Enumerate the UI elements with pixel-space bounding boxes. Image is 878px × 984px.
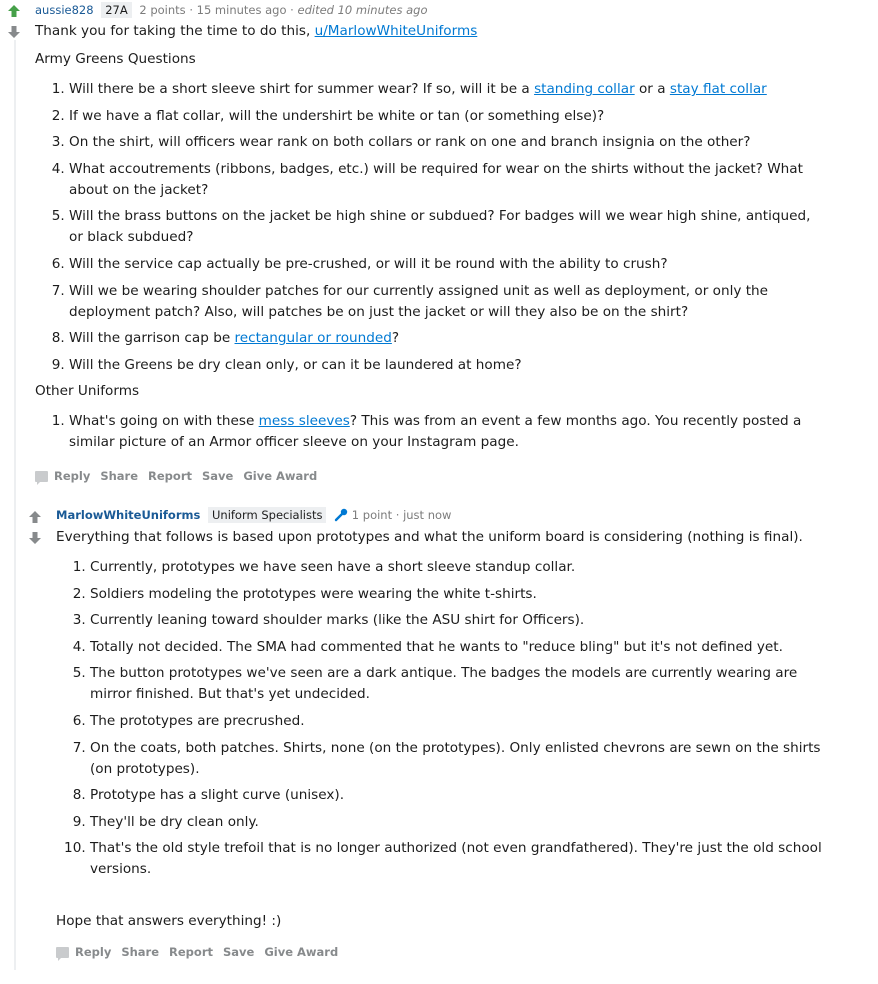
comment-icon xyxy=(56,947,69,958)
list-item: 4. What accoutrements (ribbons, badges, etc.) will be required for wear on the shirts without the jacket? What about on the jacket? xyxy=(69,159,825,201)
report-button[interactable]: Report xyxy=(169,945,213,959)
list-item: 7. Will we be wearing shoulder patches for our currently assigned unit as well as deployment, or only the deployment patch? Also, will patches be on just the jacket or will they also be on the shirt? xyxy=(69,281,825,323)
list-item: 1. Will there be a short sleeve shirt for summer wear? If so, will it be a standing collar or a stay flat collar xyxy=(69,79,825,100)
report-button[interactable]: Report xyxy=(148,469,192,483)
list-item: 8. Will the garrison cap be rectangular or rounded? xyxy=(69,328,825,349)
list-item: 8. Prototype has a slight curve (unisex). xyxy=(90,785,826,806)
username[interactable]: aussie828 xyxy=(35,3,94,17)
answer-list xyxy=(56,557,826,880)
comment-actions xyxy=(35,469,317,483)
give-award-button[interactable]: Give Award xyxy=(264,945,339,959)
list-item: 1. What's going on with these mess sleeves? This was from an event a few months ago. You recently posted a similar picture of an Armor officer sleeve on your Instagram page. xyxy=(69,411,825,453)
intro-text: Thank you for taking the time to do this, xyxy=(35,23,315,39)
list-item: 5. The button prototypes we've seen are a dark antique. The badges the models are currently wearing are mirror finished. But that's yet undecided. xyxy=(90,663,826,705)
user-flair: 27A xyxy=(101,2,132,18)
user-link[interactable]: u/MarlowWhiteUniforms xyxy=(314,23,478,39)
comment-body xyxy=(56,527,826,932)
list-item: 3. On the shirt, will officers wear rank on both collars or rank on one and branch insignia on the other? xyxy=(69,132,825,153)
save-button[interactable]: Save xyxy=(223,945,255,959)
list-item: 2. Soldiers modeling the prototypes were wearing the white t-shirts. xyxy=(90,584,826,605)
timestamp[interactable]: just now xyxy=(403,508,452,522)
list-item: 9. They'll be dry clean only. xyxy=(90,812,826,833)
standing-collar-link[interactable]: standing collar xyxy=(534,81,635,97)
downvote-icon[interactable] xyxy=(28,531,42,545)
mess-sleeves-link[interactable]: mess sleeves xyxy=(258,413,350,430)
closing-text: Hope that answers everything! :) xyxy=(56,913,282,930)
intro-text: Everything that follows is based upon prototypes and what the uniform board is considering (nothing is final). xyxy=(56,529,803,545)
list-item: 9. Will the Greens be dry clean only, or can it be laundered at home? xyxy=(69,355,825,376)
thread-line[interactable] xyxy=(14,40,16,970)
save-button[interactable]: Save xyxy=(202,469,234,483)
points: 1 point xyxy=(351,508,393,522)
stay-flat-collar-link[interactable]: stay flat collar xyxy=(669,81,767,97)
other-list xyxy=(35,411,825,453)
timestamp[interactable]: 15 minutes ago xyxy=(196,3,287,17)
upvote-icon[interactable] xyxy=(28,510,42,524)
share-button[interactable]: Share xyxy=(100,469,139,483)
points: 2 points xyxy=(139,3,186,17)
garrison-cap-link[interactable]: rectangular or rounded xyxy=(234,330,392,347)
heading: Army Greens Questions xyxy=(35,51,196,67)
list-item: 1. Currently, prototypes we have seen have a short sleeve standup collar. xyxy=(90,557,826,578)
reply-button[interactable]: Reply xyxy=(75,945,112,959)
downvote-icon[interactable] xyxy=(7,25,21,39)
question-list xyxy=(35,79,825,376)
give-award-button[interactable]: Give Award xyxy=(243,469,318,483)
list-item: 6. The prototypes are precrushed. xyxy=(90,711,826,732)
comment-actions xyxy=(56,945,338,959)
comment-icon xyxy=(35,471,48,482)
list-item: 4. Totally not decided. The SMA had commented that he wants to "reduce bling" but it's not defined yet. xyxy=(90,637,826,658)
list-item: 6. Will the service cap actually be pre-crushed, or will it be round with the ability to crush? xyxy=(69,254,825,275)
share-button[interactable]: Share xyxy=(121,945,160,959)
username[interactable]: MarlowWhiteUniforms xyxy=(56,508,201,522)
upvote-icon[interactable] xyxy=(7,4,21,18)
list-item: 2. If we have a flat collar, will the undershirt be white or tan (or something else)? xyxy=(69,106,825,127)
list-item: 3. Currently leaning toward shoulder marks (like the ASU shirt for Officers). xyxy=(90,610,826,631)
list-item: 10. That's the old style trefoil that is no longer authorized (not even grandfathered). They're just the old school versions. xyxy=(90,838,826,880)
edited-time: edited 10 minutes ago xyxy=(297,3,428,17)
heading: Other Uniforms xyxy=(35,383,140,400)
comment-meta: aussie828 27A 2 points · 15 minutes ago · edited 10 minutes ago xyxy=(35,3,428,17)
comment-meta: MarlowWhiteUniforms Uniform Specialists 1 point · just now xyxy=(56,508,452,522)
user-flair: Uniform Specialists xyxy=(208,507,327,523)
reply-button[interactable]: Reply xyxy=(54,469,91,483)
list-item: 7. On the coats, both patches. Shirts, none (on the prototypes). Only enlisted chevrons are sewn on the shirts (on prototypes). xyxy=(90,738,826,780)
comment-body xyxy=(35,21,825,459)
microphone-icon xyxy=(334,508,348,522)
list-item: 5. Will the brass buttons on the jacket be high shine or subdued? For badges will we wear high shine, antiqued, or black subdued? xyxy=(69,206,825,248)
